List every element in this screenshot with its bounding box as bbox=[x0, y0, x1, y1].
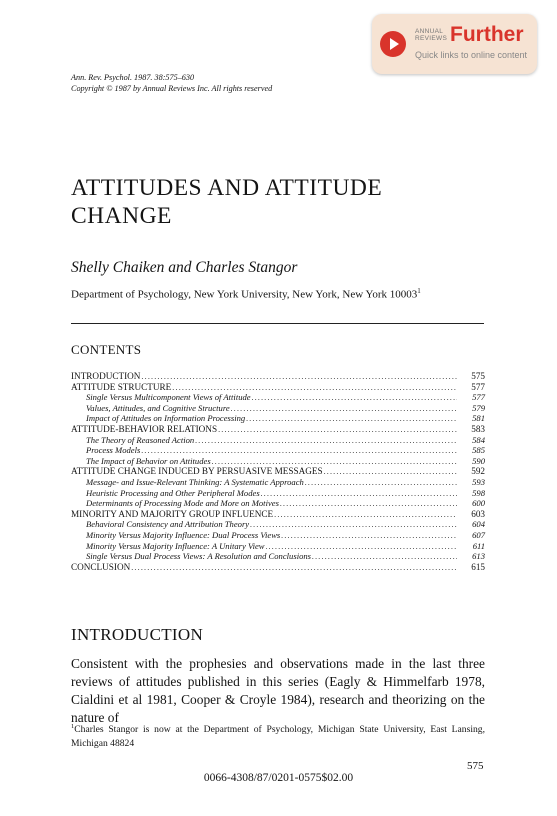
toc-entry-label: Single Versus Multicomponent Views of Attitude bbox=[86, 392, 251, 403]
badge-subtitle: Quick links to online content bbox=[415, 50, 528, 60]
toc-entry-label: INTRODUCTION bbox=[71, 371, 141, 381]
toc-entry-label: ATTITUDE CHANGE INDUCED BY PERSUASIVE MESSAGES bbox=[71, 466, 323, 477]
introduction-heading: INTRODUCTION bbox=[71, 625, 204, 644]
toc-entry[interactable] bbox=[71, 519, 485, 530]
toc-entry[interactable] bbox=[71, 392, 485, 403]
page-number: 575 bbox=[467, 760, 484, 772]
toc-entry-label: CONCLUSION bbox=[71, 561, 131, 572]
journal-citation bbox=[71, 72, 272, 94]
toc-dot-leader bbox=[195, 436, 457, 445]
toc-entry[interactable] bbox=[71, 413, 485, 424]
copyright-line: Copyright © 1987 by Annual Reviews Inc. All rights reserved bbox=[71, 84, 273, 93]
toc-entry-page: 584 bbox=[472, 434, 485, 445]
toc-entry[interactable] bbox=[71, 562, 485, 573]
toc-entry[interactable] bbox=[71, 541, 485, 552]
introduction-paragraph: Consistent with the prophesies and observations made in the last three reviews of attitudes published in this series (Eagly & Himmelfarb 1978, Cialdini et al 1981, Cooper & Croyle 1984), research and theorizing on the nature of bbox=[71, 656, 485, 725]
contents-heading: CONTENTS bbox=[71, 342, 142, 357]
toc-dot-leader bbox=[141, 372, 457, 381]
badge-annual-reviews-label: ANNUAL REVIEWS bbox=[415, 28, 448, 42]
toc-entry-label: The Impact of Behavior on Attitudes bbox=[86, 455, 211, 466]
toc-entry-page: 577 bbox=[471, 381, 485, 392]
toc-entry-page: 593 bbox=[472, 476, 485, 487]
toc-dot-leader bbox=[274, 510, 457, 519]
toc-entry[interactable] bbox=[71, 382, 485, 393]
toc-entry-label: ATTITUDE STRUCTURE bbox=[71, 381, 172, 392]
toc-dot-leader bbox=[312, 552, 457, 561]
article-title: ATTITUDES AND ATTITUDE CHANGE bbox=[71, 175, 383, 229]
annual-reviews-further-badge[interactable] bbox=[372, 14, 537, 74]
toc-entry-label: Minority Versus Majority Influence: A Unitary View bbox=[86, 540, 265, 551]
toc-dot-leader bbox=[250, 520, 457, 529]
toc-entry[interactable] bbox=[71, 445, 485, 456]
toc-entry-label: Single Versus Dual Process Views: A Resolution and Conclusions bbox=[86, 551, 312, 562]
toc-entry-label: Message- and Issue-Relevant Thinking: A Systematic Approach bbox=[86, 476, 304, 487]
toc-entry-page: 581 bbox=[472, 413, 485, 424]
toc-entry-page: 613 bbox=[472, 551, 485, 562]
footnote-marker[interactable]: 1 bbox=[417, 287, 421, 295]
toc-entry[interactable] bbox=[71, 435, 485, 446]
toc-dot-leader bbox=[324, 467, 457, 476]
toc-dot-leader bbox=[252, 393, 457, 402]
toc-entry[interactable] bbox=[71, 477, 485, 488]
toc-dot-leader bbox=[141, 446, 457, 455]
annual-reviews-logo-icon bbox=[380, 31, 406, 57]
toc-entry[interactable] bbox=[71, 371, 485, 382]
toc-entry-label: Heuristic Processing and Other Peripheral Modes bbox=[86, 487, 260, 498]
toc-entry[interactable] bbox=[71, 424, 485, 435]
toc-entry-page: 579 bbox=[472, 402, 485, 413]
toc-entry-label: The Theory of Reasoned Action bbox=[86, 434, 195, 445]
toc-entry-label: Minority Versus Majority Influence: Dual Process Views bbox=[86, 529, 281, 540]
toc-entry[interactable] bbox=[71, 488, 485, 499]
toc-entry-label: Determinants of Processing Mode and More on Motives bbox=[86, 498, 279, 509]
toc-dot-leader bbox=[281, 531, 457, 540]
toc-dot-leader bbox=[246, 414, 457, 423]
toc-entry-label: Values, Attitudes, and Cognitive Structure bbox=[86, 402, 230, 413]
toc-entry-page: 585 bbox=[472, 445, 485, 456]
author-affiliation: Department of Psychology, New York University, New York, New York 10003$^1$ bbox=[71, 287, 421, 301]
toc-entry[interactable] bbox=[71, 509, 485, 520]
toc-entry-page: 577 bbox=[472, 392, 485, 403]
toc-entry-page: 615 bbox=[471, 561, 485, 572]
toc-entry[interactable] bbox=[71, 530, 485, 541]
price-code: 0066-4308/87/0201-0575$02.00 bbox=[203, 772, 354, 784]
toc-dot-leader bbox=[305, 478, 457, 487]
section-divider bbox=[71, 323, 484, 324]
toc-dot-leader bbox=[261, 489, 457, 498]
footnote: $^1$Charles Stangor is now at the Department of Psychology, Michigan State University, East Lansing, Michigan 48824 bbox=[71, 723, 485, 750]
toc-entry-page: 607 bbox=[472, 529, 485, 540]
table-of-contents bbox=[71, 371, 485, 572]
citation-line: Ann. Rev. Psychol. 1987. 38:575–630 bbox=[71, 73, 195, 82]
toc-entry-page: 600 bbox=[472, 498, 485, 509]
toc-entry[interactable] bbox=[71, 466, 485, 477]
badge-further-label: Further bbox=[450, 23, 524, 46]
toc-dot-leader bbox=[131, 563, 457, 572]
toc-entry-label: Impact of Attitudes on Information Processing bbox=[86, 413, 246, 424]
toc-dot-leader bbox=[218, 425, 457, 434]
toc-dot-leader bbox=[231, 404, 457, 413]
toc-dot-leader bbox=[280, 499, 457, 508]
toc-entry[interactable] bbox=[71, 551, 485, 562]
toc-entry-page: 598 bbox=[472, 487, 485, 498]
toc-entry-page: 604 bbox=[472, 519, 485, 530]
toc-entry[interactable] bbox=[71, 403, 485, 414]
toc-entry-page: 603 bbox=[471, 508, 485, 519]
toc-dot-leader bbox=[266, 542, 457, 551]
toc-entry[interactable] bbox=[71, 498, 485, 509]
toc-entry-label: Behavioral Consistency and Attribution Theory bbox=[86, 519, 250, 530]
toc-dot-leader bbox=[212, 457, 457, 466]
toc-entry-page: 611 bbox=[472, 540, 485, 551]
toc-entry-page: 592 bbox=[471, 466, 485, 477]
toc-entry-page: 590 bbox=[472, 455, 485, 466]
toc-entry-page: 575 bbox=[471, 371, 485, 381]
toc-entry-label: Process Models bbox=[86, 445, 141, 456]
toc-entry-label: ATTITUDE-BEHAVIOR RELATIONS bbox=[71, 423, 218, 434]
toc-entry-page: 583 bbox=[471, 423, 485, 434]
article-authors: Shelly Chaiken and Charles Stangor bbox=[71, 259, 298, 276]
toc-entry[interactable] bbox=[71, 456, 485, 467]
toc-dot-leader bbox=[172, 383, 457, 392]
toc-entry-label: MINORITY AND MAJORITY GROUP INFLUENCE bbox=[71, 508, 274, 519]
